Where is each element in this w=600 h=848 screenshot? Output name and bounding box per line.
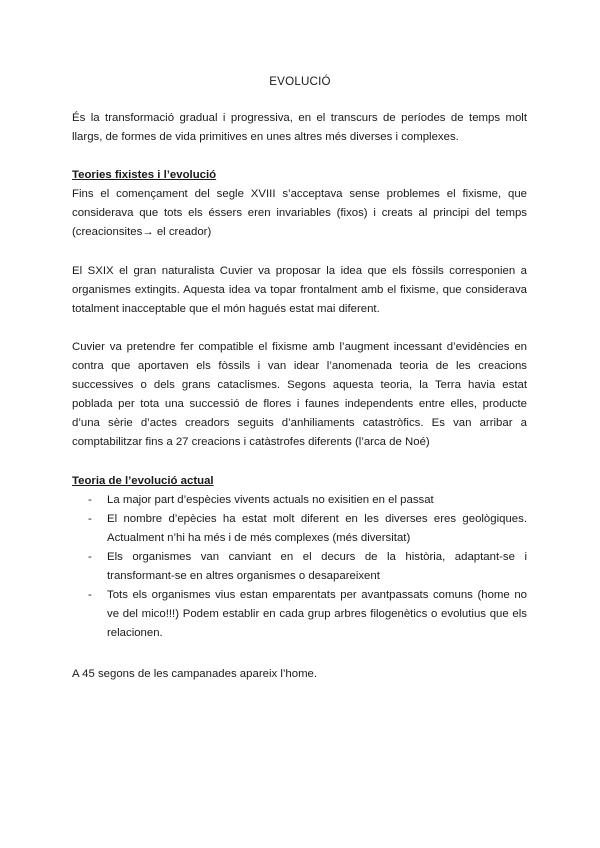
paragraph-cuvier-fossils: El SXIX el gran naturalista Cuvier va proposar la idea que els fòssils corresponien a organismes extingits. Aquesta idea va topar frontalment amb el fixisme, que considerava totalment inacceptable que el món hagués estat mai diferent. (72, 265, 527, 315)
bullet-dash: - (88, 513, 92, 525)
list-item (72, 510, 527, 548)
section-heading-fixist-theories: Teories fixistes i l’evolució (72, 169, 217, 181)
paragraph-fixism: Fins el començament del segle XVIII s’acceptava sense problemes el fixisme, que considerava que tots els éssers eren invariables (fixos) i creats al principi del temps (creacionsites→ el creador) (72, 188, 527, 238)
list-item-text: Els organismes van canviant en el decurs de la història, adaptant-se i transformant-se en altres organismes o desapareixent (107, 551, 527, 582)
closing-paragraph: A 45 segons de les campanades apareix l’home. (72, 668, 318, 680)
list-item (72, 491, 527, 510)
bullet-dash: - (88, 589, 92, 601)
page-title: EVOLUCIÓ (269, 75, 331, 88)
list-item-text: El nombre d’epècies ha estat molt diferent en les diverses eres geològiques. Actualment n’hi ha més i de més complexes (més diversitat) (107, 513, 527, 544)
evolution-points-list (72, 491, 527, 643)
intro-paragraph: És la transformació gradual i progressiva, en el transcurs de períodes de temps molt llargs, de formes de vida primitives en unes altres més diverses i complexes. (72, 112, 527, 143)
paragraph-successive-creations: Cuvier va pretendre fer compatible el fixisme amb l’augment incessant d’evidències en contra que aportaven els fòssils i van idear l’anomenada teoria de les creacions successives o dels grans cataclismes. Segons aquesta teoria, la Terra havia estat poblada per tota una successió de flores i faunes independents entre elles, producte d’una sèrie d’actes creadors seguits d’anhiliaments catastròfics. Es van arribar a comptabilitzar fins a 27 creacions i catàstrofes diferents (l’arca de Noé) (72, 341, 527, 448)
list-item-text: Tots els organismes vius estan emparentats per avantpassats comuns (home no ve del mico!!!) Podem establir en cada grup arbres filogenètics o evolutius que els relacionen. (107, 589, 527, 639)
list-item-text: La major part d’espècies vivents actuals no exisitien en el passat (107, 494, 434, 506)
list-item (72, 548, 527, 586)
bullet-dash: - (88, 551, 92, 563)
section-heading-current-evolution: Teoria de l’evolució actual (72, 475, 214, 487)
bullet-dash: - (88, 494, 92, 506)
list-item (72, 586, 527, 643)
